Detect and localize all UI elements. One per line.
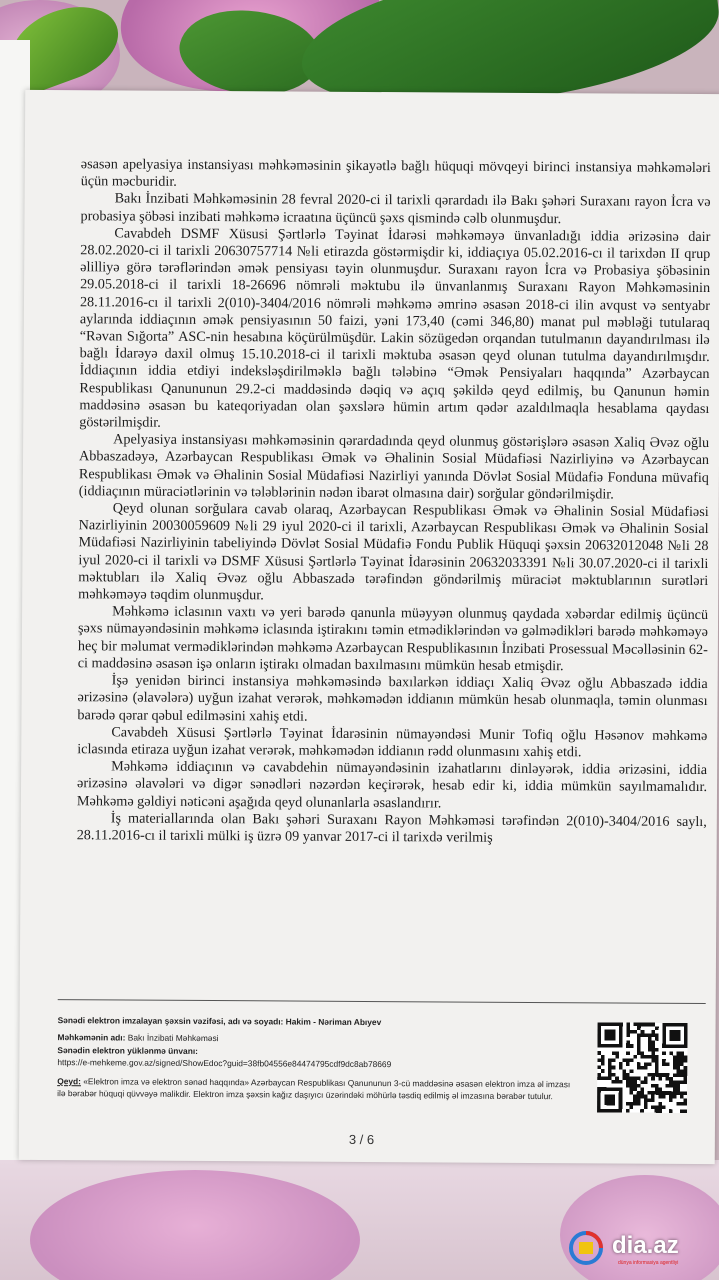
court-value: Bakı İnzibati Məhkəməsi (127, 1032, 219, 1043)
brand-tagline: dünya informasiya agentliyi (618, 1260, 679, 1266)
paragraph: əsasən apelyasiya instansiyası məhkəməsinin şikayətlə bağlı hüquqi mövqeyi birinci instansiya məhkəmələri üçün məcburidir. (80, 156, 711, 191)
footer-divider (58, 999, 706, 1004)
signer-value: Hakim - Nəriman Abıyev (285, 1016, 382, 1028)
paragraph: Apelyasiya instansiyası məhkəməsinin qərardadında qeyd olunmuş göstərişlərə əsasən Xaliq Əvəz oğlu Abbaszadəyə, Azərbaycan Respublikası Əmək və Əhalinin Sosial Müdafiəsi Nazirliyinə və Azərbaycan Respublikası Əmək və Əhalinin Sosial Müdafiəsi Nazirliyi yanında Dövlət Sosial Müdafiə Fonduna müvafiq (iddiaçının müraciətlərinin və tələblərinin nədən ibarət olmasına dair) sorğular göndərilmişdir. (78, 431, 710, 503)
address-label: Sənədin elektron yüklənmə ünvanı: (57, 1045, 199, 1056)
court-row (57, 1032, 577, 1047)
note-label: Qeyd: (57, 1076, 82, 1087)
address-link[interactable]: https://e-mehkeme.gov.az/signed/ShowEdoc?guid=38fb04556e84474795cdf9dc8ab78669 (57, 1056, 392, 1069)
paragraph: Cavabdeh Xüsusi Şərtlərlə Təyinat İdarəsinin nümayəndəsi Munir Tofiq oğlu Həsənov məhkəmə iclasında etiraza uyğun izahat verərək, məhkəmədən iddianın rədd olunmasını xahiş etdi. (77, 724, 708, 761)
signer-label: Sənədi elektron imzalayan şəxsin vəzifəsi, adı və soyadı: (57, 1015, 284, 1027)
qr-code-icon[interactable] (597, 1021, 688, 1114)
page-number: 3 / 6 (348, 1131, 375, 1148)
paragraph: Qeyd olunan sorğulara cavab olaraq, Azərbaycan Respublikası Əmək və Əhalinin Sosial Müdafiəsi Nazirliyinin 20030059609 №li 29 iyul 2020-ci il tarixli, Azərbaycan Respublikası Əmək və Əhalinin Sosial Müdafiəsi Nazirliyinin tabeliyində Dövlət Sosial Müdafiə Fondu Publik Hüquqi şəxsin 20632012048 №li 28 iyul 2020-ci il tarixli və DSMF Xüsusi Şərtlərlə Təyinat İdarəsinin 20632033391 №li 30.07.2020-ci il tarixli məktubları ilə Xaliq Əvəz oğlu Abbaszadə tərəfindən göndərilmiş müraciət məktublarının surətləri məhkəməyə təqdim olunmuşdur. (78, 500, 709, 604)
signer-row (58, 1015, 578, 1030)
paragraph: İşə yenidən birinci instansiya məhkəməsində baxılarkən iddiaçı Xaliq Əvəz oğlu Abbaszadə iddia ərizəsinə (əlavələrə) uyğun izahat verərək, məhkəmədən iddianın mümkün hesab olunmaqla, təmin olunması barədə qərar qəbul edilməsini xahiş etdi. (77, 672, 708, 725)
paragraph: Məhkəmə iclasının vaxtı və yeri barədə qanunla müəyyən olunmuş qaydada xəbərdar edilmiş üçüncü şəxs nümayəndəsinin məhkəmə iclasında iştirakını təmin etmədiklərindən və gəlmədikləri barədə məhkəməyə heç bir məlumat vermədiklərindən məhkəmə Azərbaycan Respublikasının İnzibati Prosessual Məcəlləsinin 62-ci maddəsinə əsasən işə onların iştirakı olmadan baxılmasını mümkün hesab etmişdir. (77, 603, 709, 675)
signature-footer (57, 1015, 578, 1102)
paragraph: İş materiallarında olan Bakı şəhəri Suraxanı Rayon Məhkəməsi tərəfindən 2(010)-3404/2016 saylı, 28.11.2016-cı il tarixli mülki iş üzrə 09 yanvar 2017-ci il tarixdə verilmiş (76, 810, 707, 846)
legal-note (57, 1076, 577, 1102)
paragraph: Bakı İnzibati Məhkəməsinin 28 fevral 2020-ci il tarixli qərardadı ilə Bakı şəhəri Suraxanı rayon İcra və probasiya şöbəsi inzibati məhkəmə icraatına üçüncü şəxs qismində cəlb olunmuşdur. (80, 190, 711, 227)
note-text: «Elektron imza və elektron sənəd haqqında» Azərbaycan Respublikası Qanununun 3-cü maddəsinə əsasən elektron imza əl imzası ilə bərabər hüquqi qüvvəyə malikdir. Elektron imza şəxsin kağız daşıyıcı üzərindəki möhürlə təsdiq edilmiş əl imzasına bərabər tutulur. (57, 1076, 571, 1101)
address-row (57, 1045, 577, 1071)
brand-text: dia.az (612, 1232, 679, 1259)
court-label: Məhkəmənin adı: (57, 1031, 126, 1043)
dia-logo-icon (568, 1230, 608, 1266)
document-body (77, 156, 711, 848)
paragraph: Cavabdeh DSMF Xüsusi Şərtlərlə Təyinat İdarəsi məhkəməyə ünvanladığı iddia ərizəsinə dair 28.02.2020-ci il tarixli 20630757714 №li etirazda göstərmişdir ki, iddiaçıya 05.02.2016-cı il tarixdən II qrup əlilliyə görə tərəflərindən əmək pensiyası təyin olunmuşdur. Suraxanı rayon İcra və Probasiya şöbəsinin 29.05.2018-ci il tarixli 18-26696 nömrəli məktubu ilə ünvanlanmış Suraxanı Rayon Məhkəməsinin 28.11.2016-cı il tarixli 2(010)-3404/2016 nömrəli məhkəmə əmrinə əsasən 2018-ci ilin avqust və sentyabr aylarında iddiaçının əmək pensiyasının 50 faizi, yəni 173,40 (cəmi 346,80) manat pul məbləği tutularaq “Rəvan Sığorta” ASC-nin hesabına köçürülmüşdür. Lakin sözügedən orqandan tutulmanın dayandırılması ilə bağlı İdarəyə daxil olmuş 15.10.2018-ci il tarixli məktuba əsasən qeyd olunan tutulma dayandırılmışdır. İddiaçının iddia etdiyi indeksləşdirilməklə bağlı tələbinə “Əmək Pensiyaları haqqında” Azərbaycan Respublikası Qanununun 29.2-ci maddəsində dəqiq və açıq şəkildə qeyd edilmiş, bu Qanunun həmin maddəsinə əsasən bu kateqoriyadan olan şəxslərə hümin artım qədər azaldılmaqla hesablama qaydası göstərilmişdir. (79, 225, 711, 431)
document-page (19, 90, 719, 1164)
paragraph: Məhkəmə iddiaçının və cavabdehin nümayəndəsinin izahatlarını dinləyərək, iddia ərizəsini, iddia ərizəsinə əlavələri və digər sənədləri nəzərdən keçirərək, hesab edir ki, iddia mümkün sayılmamalıdır. Məhkəmə gəldiyi nəticəni aşağıda qeyd olunanlarla əsaslandırır. (76, 758, 708, 811)
dia-az-watermark (568, 1230, 708, 1270)
